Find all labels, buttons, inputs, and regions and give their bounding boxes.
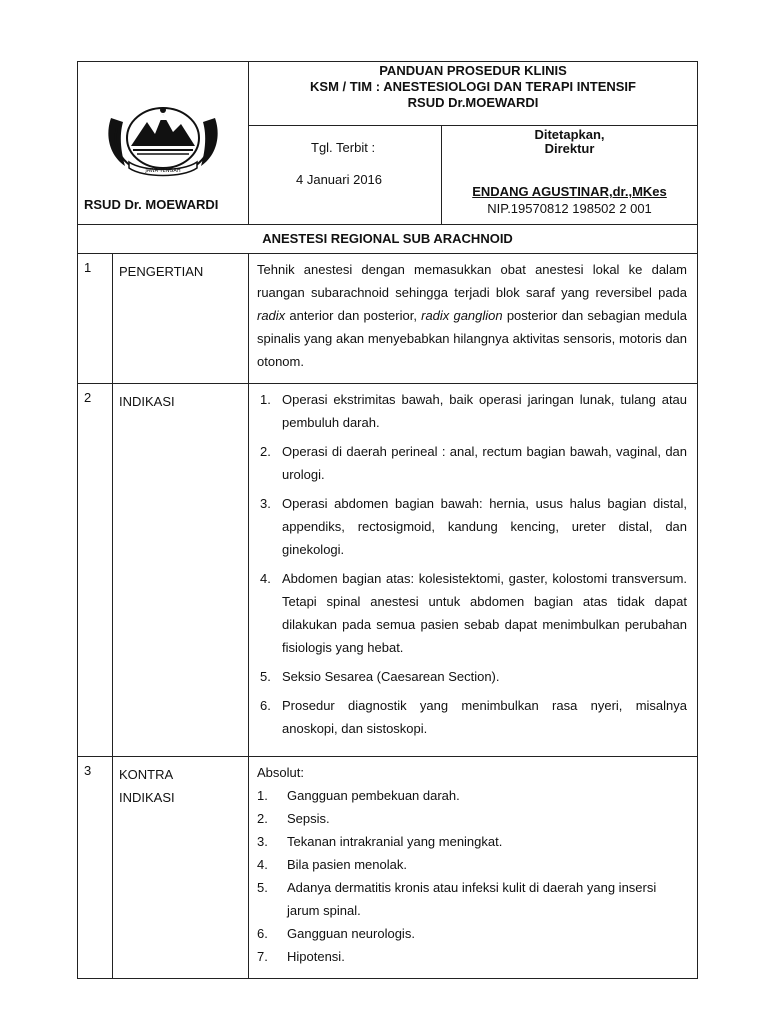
table-row (78, 757, 698, 979)
signature-cell (442, 126, 698, 225)
list-item: 4. Bila pasien menolak. (257, 857, 407, 872)
kontra-list (257, 784, 687, 968)
jawa-tengah-emblem-icon (103, 100, 223, 180)
title-line-1: PANDUAN PROSEDUR KLINIS (379, 63, 567, 78)
list-item: 7. Hipotensi. (257, 949, 345, 964)
list-item: 1. Operasi ekstrimitas bawah, baik operasi jaringan lunak, tulang atau pembuluh darah. (260, 392, 688, 430)
procedure-table (77, 61, 698, 979)
hospital-name: RSUD Dr. MOEWARDI (84, 197, 219, 212)
row-number: 1 (78, 254, 113, 384)
logo-cell (78, 62, 249, 225)
title-cell (249, 62, 698, 126)
director-name: ENDANG AGUSTINAR,dr.,MKes (472, 184, 667, 199)
row-label-indikasi: INDIKASI (113, 384, 249, 757)
list-item: 2. Sepsis. (257, 811, 330, 826)
table-row (78, 254, 698, 384)
title-line-3: RSUD Dr.MOEWARDI (407, 95, 539, 110)
pengertian-text: Tehnik anestesi dengan memasukkan obat anestesi lokal ke dalam ruangan subarachnoid sehingga terjadi blok saraf yang reversibel pada radix anterior dan posterior, radix ganglion posterior dan sebagian medula spinalis yang akan menyebabkan hilangnya aktivitas sensoris, motoris dan otonom. (257, 262, 688, 369)
issue-date-label: Tgl. Terbit : (311, 140, 376, 155)
director-nip: NIP.19570812 198502 2 001 (487, 201, 652, 216)
hospital-logo (103, 100, 223, 180)
indikasi-list (257, 388, 687, 740)
set-role: Direktur (544, 141, 595, 156)
list-item: 5. Seksio Sesarea (Caesarean Section). (260, 669, 500, 684)
kontra-label-line-2: INDIKASI (119, 790, 175, 805)
list-item: 1. Gangguan pembekuan darah. (257, 788, 460, 803)
indikasi-content (249, 384, 698, 757)
row-number: 2 (78, 384, 113, 757)
section-title: ANESTESI REGIONAL SUB ARACHNOID (78, 225, 698, 254)
title-line-2: KSM / TIM : ANESTESIOLOGI DAN TERAPI INTENSIF (310, 79, 636, 94)
list-item: 4. Abdomen bagian atas: kolesistektomi, gaster, kolostomi transversum. Tetapi spinal anestesi untuk abdomen bagian atas tidak dapat dilakukan pada semua pasien sebab dapat menimbulkan perubahan fisiologis yang hebat. (260, 571, 688, 655)
kontra-intro: Absolut: (257, 765, 304, 780)
kontra-label-line-1: KONTRA (119, 767, 174, 782)
logo-banner-text: JAWA TENGAH (145, 168, 181, 174)
issue-date-cell (249, 126, 442, 225)
row-label-kontra-indikasi (113, 757, 249, 979)
list-item: 2. Operasi di daerah perineal : anal, rectum bagian bawah, vaginal, dan urologi. (260, 444, 688, 482)
pengertian-content (249, 254, 698, 384)
kontra-content (249, 757, 698, 979)
table-row (78, 384, 698, 757)
list-item: 6. Prosedur diagnostik yang menimbulkan rasa nyeri, misalnya anoskopi, dan sistoskopi. (260, 698, 688, 736)
set-label: Ditetapkan, (534, 127, 605, 142)
section-title-row (78, 225, 698, 254)
list-item: 3. Tekanan intrakranial yang meningkat. (257, 834, 503, 849)
list-item: 3. Operasi abdomen bagian bawah: hernia, usus halus bagian distal, appendiks, rectosigmoid, kandung kencing, ureter distal, dan ginekologi. (260, 496, 688, 557)
row-label-pengertian: PENGERTIAN (113, 254, 249, 384)
issue-date-value: 4 Januari 2016 (296, 172, 383, 187)
row-number: 3 (78, 757, 113, 979)
list-item: 5. Adanya dermatitis kronis atau infeksi kulit di daerah yang insersi jarum spinal. (257, 880, 657, 918)
header-row-top (78, 62, 698, 126)
list-item: 6. Gangguan neurologis. (257, 926, 415, 941)
